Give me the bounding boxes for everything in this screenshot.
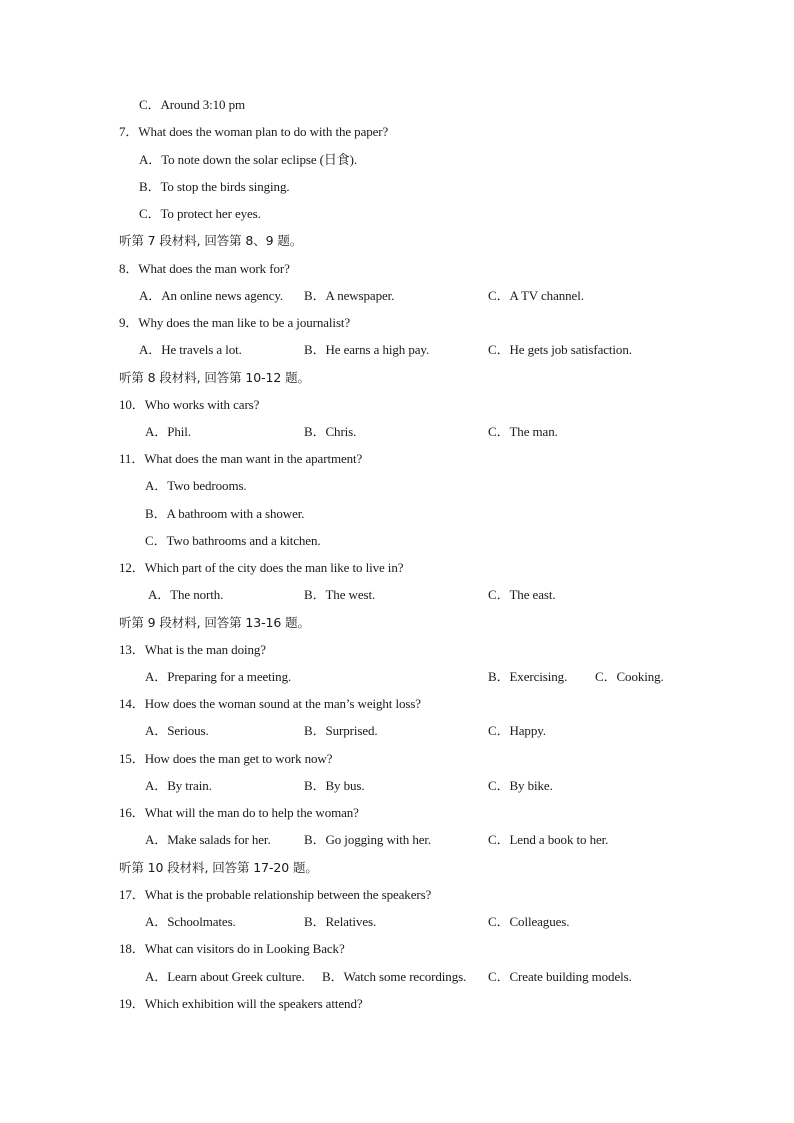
option-12b: B．The west. <box>304 587 376 602</box>
section-heading-8: 听第 8 段材料, 回答第 10-12 题。 <box>119 370 310 385</box>
option-13b: B．Exercising. <box>488 669 568 684</box>
option-6c: C．Around 3:10 pm <box>139 97 246 112</box>
option-8c: C．A TV channel. <box>488 288 584 303</box>
question-17: 17．What is the probable relationship between the speakers? <box>119 887 432 902</box>
option-15a: A．By train. <box>145 778 212 793</box>
option-7b: B．To stop the birds singing. <box>139 179 290 194</box>
option-15c: C．By bike. <box>488 778 553 793</box>
question-7: 7．What does the woman plan to do with the paper? <box>119 124 389 139</box>
option-11a: A．Two bedrooms. <box>145 478 247 493</box>
section-heading-9: 听第 9 段材料, 回答第 13-16 题。 <box>119 615 310 630</box>
option-17b: B．Relatives. <box>304 914 377 929</box>
option-18b: B．Watch some recordings. <box>322 969 467 984</box>
option-10c: C．The man. <box>488 424 558 439</box>
option-11c: C．Two bathrooms and a kitchen. <box>145 533 321 548</box>
option-10b: B．Chris. <box>304 424 357 439</box>
section-heading-7: 听第 7 段材料, 回答第 8、9 题。 <box>119 233 303 248</box>
option-15b: B．By bus. <box>304 778 365 793</box>
question-16: 16．What will the man do to help the woman? <box>119 805 359 820</box>
question-15: 15．How does the man get to work now? <box>119 751 333 766</box>
option-13c: C．Cooking. <box>595 669 664 684</box>
question-13: 13．What is the man doing? <box>119 642 266 657</box>
option-14b: B．Surprised. <box>304 723 378 738</box>
option-17a: A．Schoolmates. <box>145 914 236 929</box>
question-8: 8．What does the man work for? <box>119 261 290 276</box>
option-12a: A．The north. <box>148 587 224 602</box>
option-8a: A．An online news agency. <box>139 288 284 303</box>
option-16a: A．Make salads for her. <box>145 832 271 847</box>
question-18: 18．What can visitors do in Looking Back? <box>119 941 345 956</box>
option-8b: B．A newspaper. <box>304 288 395 303</box>
option-9c: C．He gets job satisfaction. <box>488 342 632 357</box>
option-17c: C．Colleagues. <box>488 914 570 929</box>
question-10: 10．Who works with cars? <box>119 397 260 412</box>
option-12c: C．The east. <box>488 587 556 602</box>
option-9a: A．He travels a lot. <box>139 342 242 357</box>
option-16c: C．Lend a book to her. <box>488 832 609 847</box>
option-7a: A．To note down the solar eclipse (日食). <box>139 152 358 167</box>
question-12: 12．Which part of the city does the man like to live in? <box>119 560 404 575</box>
option-18c: C．Create building models. <box>488 969 632 984</box>
question-14: 14．How does the woman sound at the man’s weight loss? <box>119 696 421 711</box>
question-11: 11．What does the man want in the apartment? <box>119 451 363 466</box>
option-9b: B．He earns a high pay. <box>304 342 430 357</box>
option-16b: B．Go jogging with her. <box>304 832 432 847</box>
option-18a: A．Learn about Greek culture. <box>145 969 305 984</box>
option-14c: C．Happy. <box>488 723 546 738</box>
question-9: 9．Why does the man like to be a journalist? <box>119 315 351 330</box>
option-10a: A．Phil. <box>145 424 191 439</box>
option-7c: C．To protect her eyes. <box>139 206 261 221</box>
question-19: 19．Which exhibition will the speakers attend? <box>119 996 363 1011</box>
option-11b: B．A bathroom with a shower. <box>145 506 305 521</box>
section-heading-10: 听第 10 段材料, 回答第 17-20 题。 <box>119 860 318 875</box>
option-13a: A．Preparing for a meeting. <box>145 669 292 684</box>
option-14a: A．Serious. <box>145 723 209 738</box>
